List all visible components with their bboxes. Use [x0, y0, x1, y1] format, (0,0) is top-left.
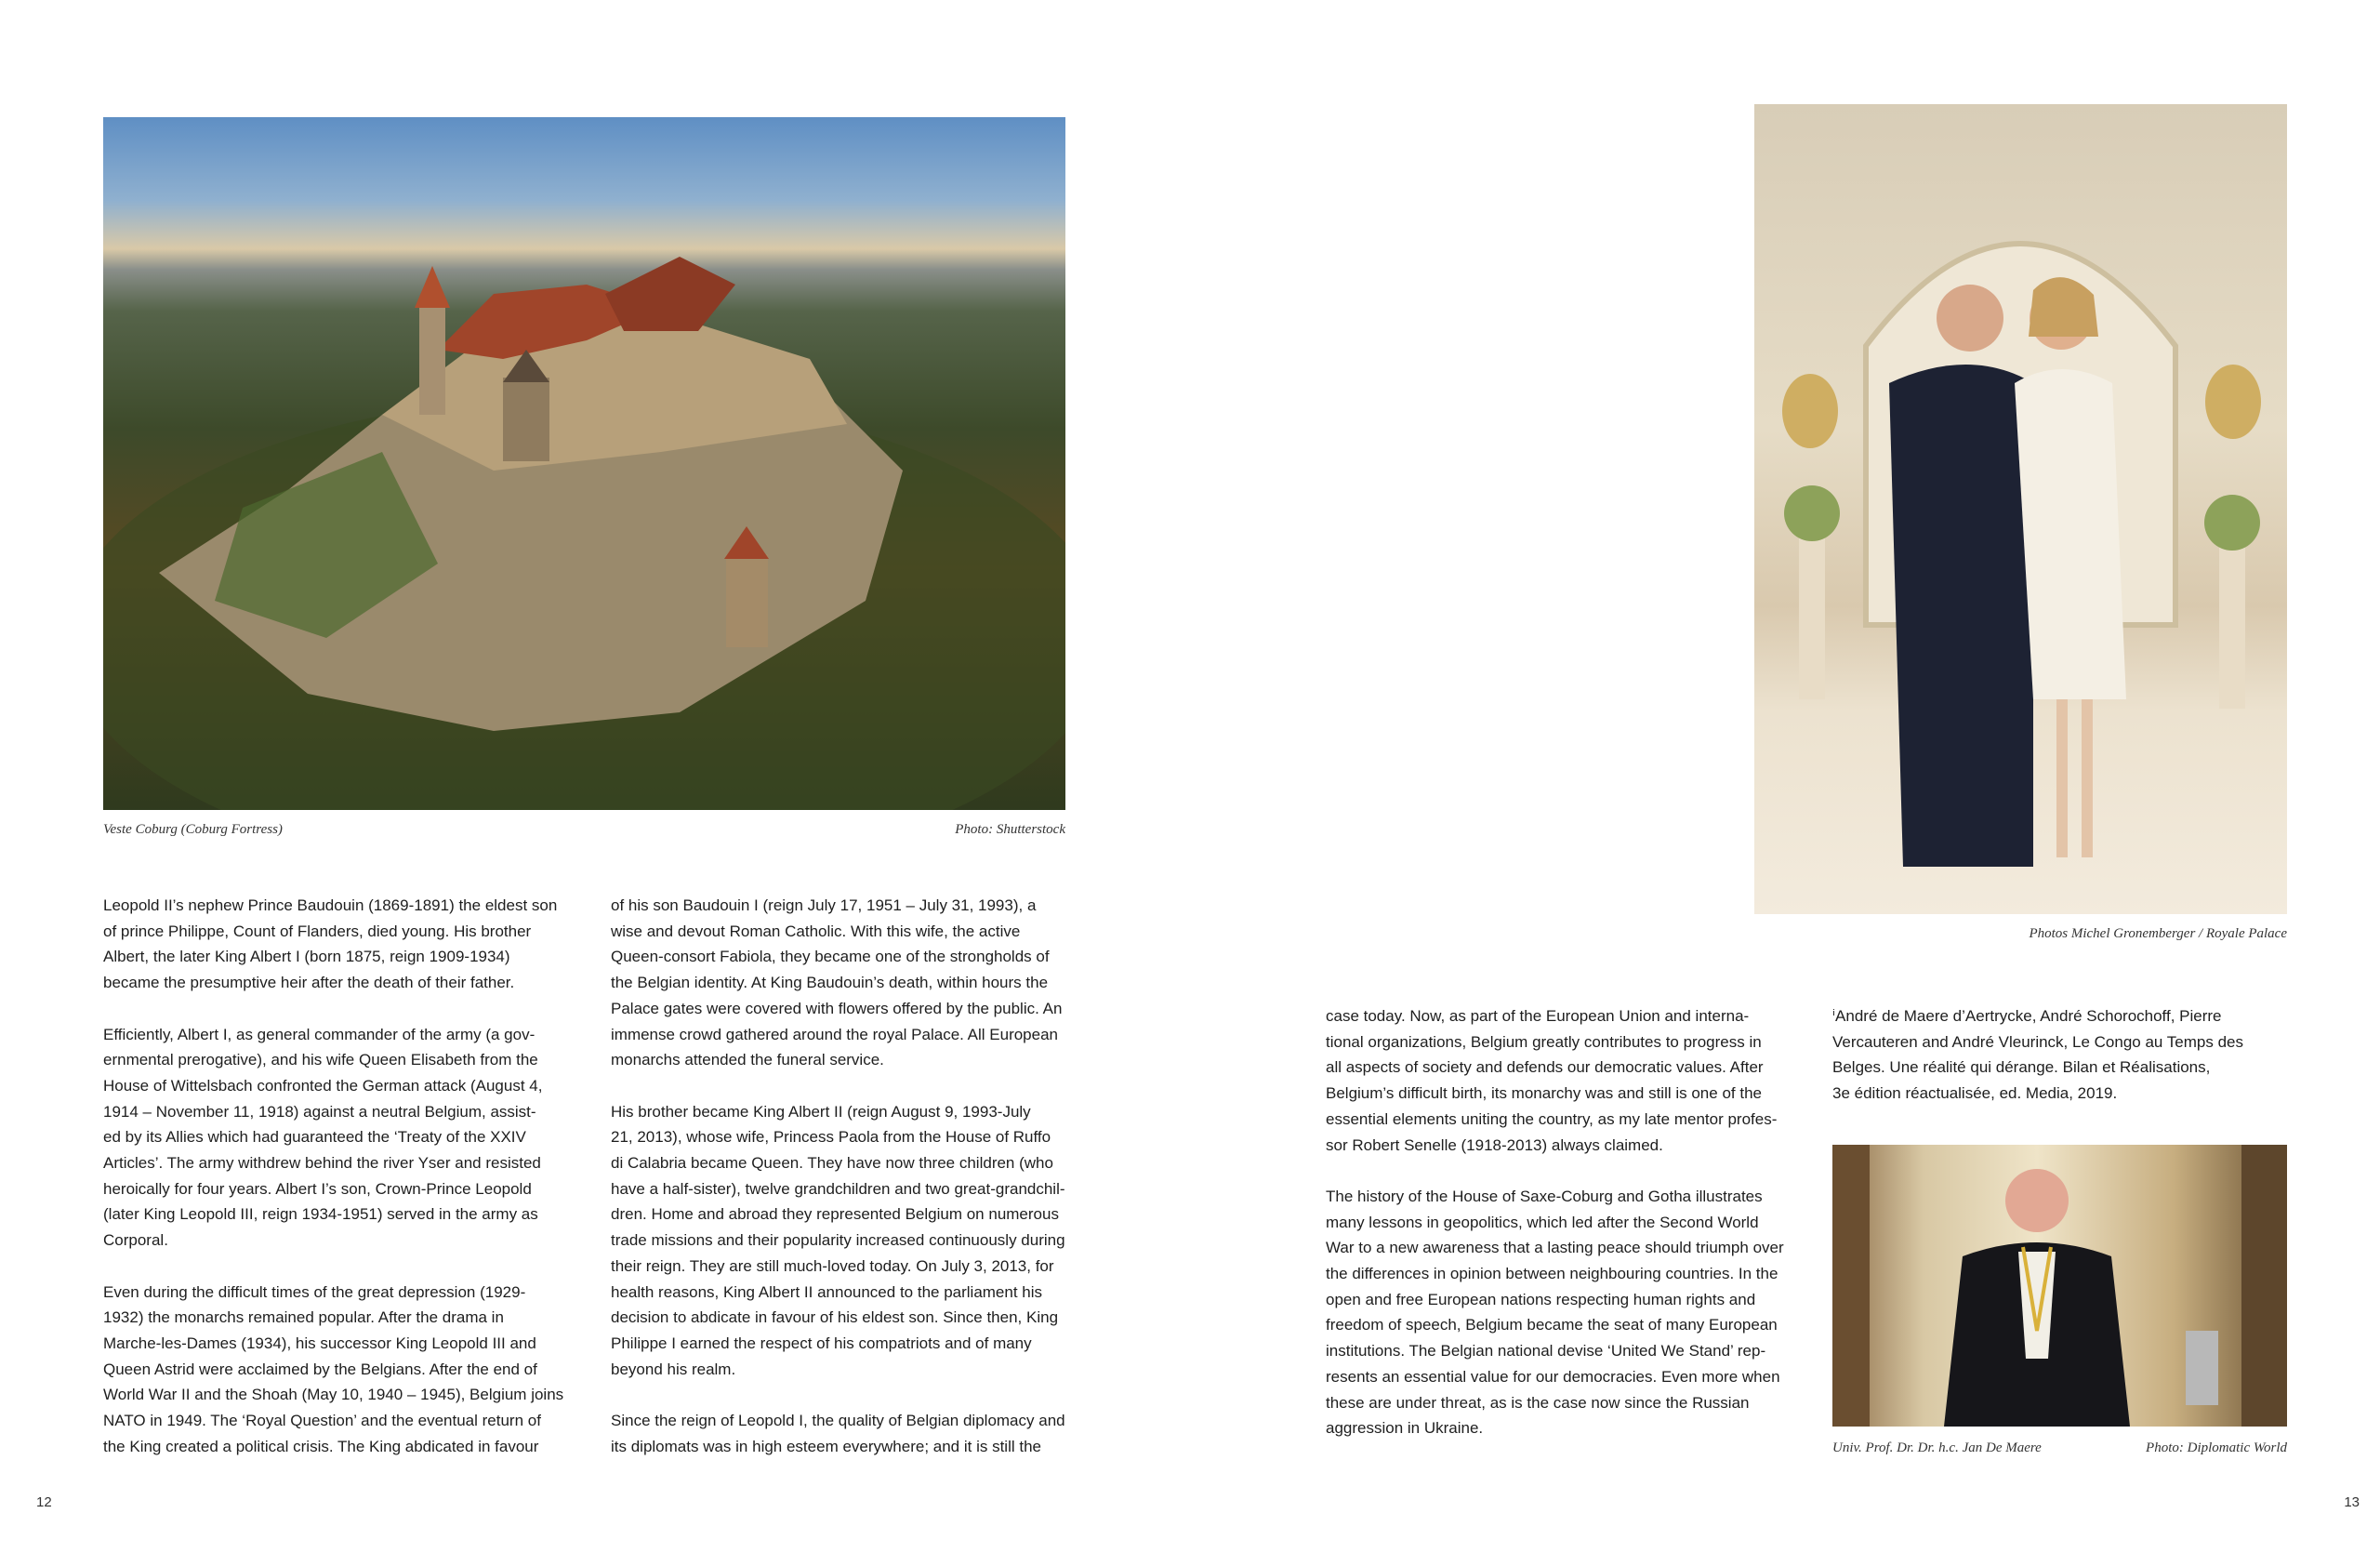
text-line: Leopold II’s nephew Prince Baudouin (1869-1891) the eldest son [103, 896, 558, 914]
paragraph [1326, 1184, 1791, 1441]
text-line: (later King Leopold III, reign 1934-1951) served in the army as [103, 1205, 538, 1224]
author-photo-credit: Photo: Diplomatic World [2146, 1440, 2287, 1455]
text-line: Belgium’s difficult birth, its monarchy was and still is one of the [1326, 1084, 1762, 1103]
text-line: of prince Philippe, Count of Flanders, died young. His brother [103, 922, 532, 940]
paragraph [611, 1408, 1076, 1459]
royal-photo-credit: Photos Michel Gronemberger / Royale Palace [2029, 926, 2287, 941]
text-line: Even during the difficult times of the great depression (1929- [103, 1282, 526, 1301]
text-line: Philippe I earned the respect of his compatriots and of many [611, 1334, 1032, 1352]
author-photo [1832, 1145, 2287, 1427]
text-line: wise and devout Roman Catholic. With this wife, the active [611, 922, 1021, 940]
text-line: the differences in opinion between neighbouring countries. In the [1326, 1265, 1778, 1283]
text-line: ernmental prerogative), and his wife Queen Elisabeth from the [103, 1051, 538, 1069]
text-column-1 [103, 893, 568, 1485]
text-line: freedom of speech, Belgium became the seat of many European [1326, 1316, 1778, 1334]
text-line: trade missions and their popularity increased continuously during [611, 1231, 1065, 1250]
royal-couple-photo [1754, 104, 2287, 914]
text-line: tional organizations, Belgium greatly contributes to progress in [1326, 1032, 1762, 1051]
footnote [1832, 1003, 2297, 1133]
paragraph [103, 893, 568, 996]
text-line: of his son Baudouin I (reign July 17, 1951 – July 31, 1993), a [611, 896, 1037, 914]
text-line: Belges. Une réalité qui dérange. Bilan et Réalisations, [1832, 1058, 2211, 1077]
text-line: Marche-les-Dames (1934), his successor King Leopold III and [103, 1334, 536, 1352]
text-line: the Belgian identity. At King Baudouin’s death, within hours the [611, 974, 1049, 992]
castle-photo-credit: Photo: Shutterstock [955, 822, 1065, 837]
author-photo-caption: Univ. Prof. Dr. Dr. h.c. Jan De Maere [1832, 1440, 2042, 1455]
text-line: decision to abdicate in favour of his eldest son. Since then, King [611, 1308, 1059, 1327]
text-line: NATO in 1949. The ‘Royal Question’ and the eventual return of [103, 1412, 541, 1430]
text-line: dren. Home and abroad they represented Belgium on numerous [611, 1205, 1059, 1224]
text-line: 1914 – November 11, 1918) against a neutral Belgium, assist- [103, 1102, 536, 1121]
paragraph [103, 1280, 568, 1460]
text-line: Vercauteren and André Vleurinck, Le Congo au Temps des [1832, 1032, 2243, 1051]
text-line: ed by its Allies which had guaranteed the ‘Treaty of the XXIV [103, 1128, 526, 1147]
text-line: its diplomats was in high esteem everywhere; and it is still the [611, 1437, 1041, 1455]
text-line: 1932) the monarchs remained popular. After the drama in [103, 1308, 504, 1327]
text-line: heroically for four years. Albert I’s son, Crown-Prince Leopold [103, 1179, 532, 1198]
text-column-3 [1326, 1003, 1791, 1467]
text-line: Since the reign of Leopold I, the quality of Belgian diplomacy and [611, 1412, 1065, 1430]
page-number-left: 12 [36, 1494, 52, 1510]
text-line: Efficiently, Albert I, as general commander of the army (a gov- [103, 1025, 536, 1043]
text-line: these are under threat, as is the case now since the Russian [1326, 1393, 1750, 1412]
text-line: His brother became King Albert II (reign August 9, 1993-July [611, 1102, 1031, 1121]
paragraph [611, 1099, 1076, 1383]
text-column-2 [611, 893, 1076, 1485]
text-line: beyond his realm. [611, 1360, 736, 1378]
text-line: all aspects of society and defends our democratic values. After [1326, 1058, 1764, 1077]
text-line: case today. Now, as part of the European Union and interna- [1326, 1007, 1750, 1025]
text-line: 3e édition réactualisée, ed. Media, 2019. [1832, 1084, 2118, 1103]
paragraph [1832, 1003, 2297, 1107]
text-line: The history of the House of Saxe-Coburg and Gotha illustrates [1326, 1187, 1763, 1205]
text-line: have a half-sister), twelve grandchildren and two great-grandchil- [611, 1179, 1065, 1198]
text-line: Palace gates were covered with flowers offered by the public. An [611, 999, 1063, 1017]
text-line: House of Wittelsbach confronted the German attack (August 4, [103, 1076, 543, 1095]
castle-photo-caption: Veste Coburg (Coburg Fortress) [103, 822, 283, 837]
text-line: open and free European nations respecting human rights and [1326, 1290, 1756, 1308]
text-line: Corporal. [103, 1231, 168, 1250]
coburg-fortress-photo [103, 117, 1065, 810]
text-line: resents an essential value for our democracies. Even more when [1326, 1367, 1780, 1386]
text-line: sor Robert Senelle (1918-2013) always claimed. [1326, 1135, 1663, 1154]
text-line: became the presumptive heir after the death of their father. [103, 974, 515, 992]
text-line: their reign. They are still much-loved today. On July 3, 2013, for [611, 1256, 1054, 1275]
text-line: Articles’. The army withdrew behind the river Yser and resisted [103, 1154, 541, 1173]
text-line: Albert, the later King Albert I (born 1875, reign 1909-1934) [103, 948, 510, 966]
paragraph [103, 1022, 568, 1254]
text-line: War to a new awareness that a lasting peace should triumph over [1326, 1239, 1784, 1257]
page-number-right: 13 [2344, 1494, 2360, 1510]
text-line: immense crowd gathered around the royal Palace. All European [611, 1025, 1059, 1043]
text-line: Queen-consort Fabiola, they became one of the strongholds of [611, 948, 1050, 966]
paragraph [611, 893, 1076, 1073]
text-line: institutions. The Belgian national devise ‘United We Stand’ rep- [1326, 1342, 1766, 1361]
paragraph [1326, 1003, 1791, 1158]
text-line: World War II and the Shoah (May 10, 1940 – 1945), Belgium joins [103, 1386, 564, 1404]
text-line: the King created a political crisis. The King abdicated in favour [103, 1437, 539, 1455]
text-line: ⁱAndré de Maere d’Aertrycke, André Schorochoff, Pierre [1832, 1007, 2222, 1025]
text-line: Queen Astrid were acclaimed by the Belgians. After the end of [103, 1360, 537, 1378]
text-line: health reasons, King Albert II announced to the parliament his [611, 1282, 1043, 1301]
text-line: many lessons in geopolitics, which led after the Second World [1326, 1213, 1759, 1231]
text-line: aggression in Ukraine. [1326, 1419, 1484, 1438]
text-line: 21, 2013), whose wife, Princess Paola from the House of Ruffo [611, 1128, 1051, 1147]
text-line: essential elements uniting the country, as my late mentor profes- [1326, 1109, 1778, 1128]
text-line: di Calabria became Queen. They have now three children (who [611, 1154, 1053, 1173]
text-line: monarchs attended the funeral service. [611, 1051, 884, 1069]
